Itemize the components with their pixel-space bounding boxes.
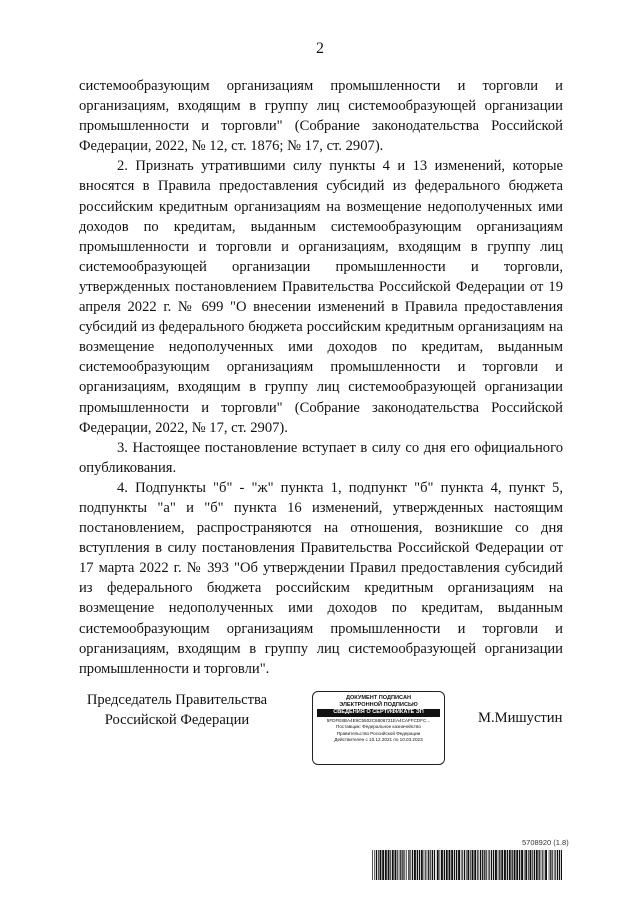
paragraph-item-2: 2. Признать утратившими силу пункты 4 и 13 изменений, которые вносятся в Правила предоставления субсидий из федерального бюджета российским кредитным организациям на возмещение недополученных ими доходов по кредитам, выданным системообразующим организациям промышленности и торговли и организациям, входящим в группу лиц системообразующей организации промышленности и торговли, утвержденных постановлением Правительства Российской Федерации от 19 апреля 2022 г. № 699 "О внесении изменений в Правила предоставления субсидий из федерального бюджета российским кредитным организациям на возмещение недополученных ими доходов по кредитам, выданным системообразующим организациям промышленности и торговли и организациям, входящим в группу лиц системообразующей организации промышленности и торговли" (Собрание законодательства Российской Федерации, 2022, № 17, ст. 2907). bbox=[79, 158, 563, 436]
paragraph-item-4: 4. Подпункты "б" - "ж" пункта 1, подпункт "б" пункта 4, пункт 5, подпункты "а" и "б" пункта 16 изменений, утвержденных настоящим постановлением, распространяются на отношения, возникшие со дня вступления в силу постановления Правительства Российской Федерации от 17 марта 2022 г. № 393 "Об утверждении Правил предоставления субсидий из федерального бюджета российским кредитным организациям на возмещение недополученных ими доходов по кредитам, выданным системообразующим организациям промышленности и торговли и организациям, входящим в группу лиц системообразующей организации промышленности и торговли". bbox=[79, 479, 563, 677]
barcode-bar bbox=[467, 850, 469, 880]
barcode-bar bbox=[380, 850, 382, 880]
page-number: 2 bbox=[316, 40, 324, 57]
barcode-bar bbox=[530, 850, 532, 880]
barcode-bar bbox=[557, 850, 558, 880]
paragraph-item-3: 3. Настоящее постановление вступает в силу со дня его официального опубликования. bbox=[79, 439, 563, 476]
barcode-bar bbox=[378, 850, 379, 880]
barcode-bar bbox=[404, 850, 405, 880]
barcode-bar bbox=[382, 850, 384, 880]
signatory-title-line1: Председатель Правительства bbox=[86, 692, 268, 708]
stamp-line1: ДОКУМЕНТ ПОДПИСАН bbox=[345, 695, 412, 701]
barcode-bar bbox=[516, 850, 518, 880]
barcode-bar bbox=[501, 850, 503, 880]
barcode-bar bbox=[545, 850, 547, 880]
barcode-bar bbox=[462, 850, 463, 880]
barcode-bar bbox=[385, 850, 387, 880]
barcode-bar bbox=[451, 850, 453, 880]
barcode-bar bbox=[397, 850, 398, 880]
barcode-bar bbox=[440, 850, 441, 880]
barcode-bar bbox=[484, 850, 485, 880]
barcode-bar bbox=[514, 850, 516, 880]
barcode-bar bbox=[376, 850, 377, 880]
barcode-bar bbox=[479, 850, 480, 880]
barcode-bar bbox=[454, 850, 455, 880]
barcode-bar bbox=[414, 850, 416, 880]
barcode-bar bbox=[554, 850, 555, 880]
barcode-bar bbox=[542, 850, 543, 880]
barcode-bar bbox=[532, 850, 533, 880]
barcode-bar bbox=[399, 850, 400, 880]
barcode-bar bbox=[388, 850, 390, 880]
signatory-title-line2: Российской Федерации bbox=[104, 712, 250, 728]
barcode-bar bbox=[427, 850, 428, 880]
barcode-bar bbox=[512, 850, 513, 880]
barcode-bar bbox=[424, 850, 425, 880]
barcode-bar bbox=[395, 850, 397, 880]
barcode-bar bbox=[552, 850, 553, 880]
barcode-bar bbox=[509, 850, 511, 880]
barcode-bar bbox=[493, 850, 494, 880]
stamp-validity: Действителен с 10.12.2021 по 10.03.2023 bbox=[334, 736, 423, 742]
stamp-owner: Правительство Российской Федерации bbox=[336, 730, 421, 736]
barcode-bar bbox=[464, 850, 465, 880]
barcode-bar bbox=[472, 850, 474, 880]
barcode-bar bbox=[419, 850, 420, 880]
document-code: 5708920 (1.8) bbox=[522, 838, 569, 847]
barcode-bar bbox=[421, 850, 423, 880]
barcode-bar bbox=[412, 850, 413, 880]
barcode-bar bbox=[539, 850, 540, 880]
signatory-title bbox=[79, 690, 275, 730]
barcode-bar bbox=[549, 850, 550, 880]
signatory-name: М.Мишустин bbox=[478, 710, 563, 726]
barcode-bar bbox=[559, 850, 560, 880]
barcode-bar bbox=[507, 850, 508, 880]
barcode-bar bbox=[534, 850, 535, 880]
barcode-bar bbox=[402, 850, 403, 880]
barcode-bar bbox=[525, 850, 527, 880]
barcode-bar bbox=[498, 850, 499, 880]
stamp-banner: СВЕДЕНИЯ О СЕРТИФИКАТЕ ЭП bbox=[317, 709, 440, 717]
barcode-bar bbox=[374, 850, 375, 880]
barcode-bar bbox=[434, 850, 435, 880]
barcode-bar bbox=[425, 850, 426, 880]
barcode-bar bbox=[408, 850, 409, 880]
barcode-bar bbox=[499, 850, 500, 880]
document-body bbox=[79, 76, 563, 679]
barcode-bar bbox=[561, 850, 562, 880]
barcode-bar bbox=[470, 850, 471, 880]
barcode-bar bbox=[477, 850, 478, 880]
barcode-bar bbox=[392, 850, 394, 880]
electronic-signature-stamp bbox=[312, 691, 445, 765]
barcode-bar bbox=[474, 850, 476, 880]
barcode-bar bbox=[461, 850, 462, 880]
barcode-bar bbox=[432, 850, 433, 880]
barcode-bar bbox=[544, 850, 545, 880]
barcode bbox=[372, 850, 562, 880]
barcode-bar bbox=[550, 850, 551, 880]
barcode-bar bbox=[504, 850, 506, 880]
barcode-bar bbox=[521, 850, 523, 880]
barcode-bar bbox=[491, 850, 492, 880]
barcode-bar bbox=[541, 850, 542, 880]
barcode-bar bbox=[444, 850, 445, 880]
barcode-bar bbox=[458, 850, 460, 880]
barcode-bar bbox=[536, 850, 538, 880]
barcode-bar bbox=[486, 850, 487, 880]
barcode-bar bbox=[519, 850, 520, 880]
barcode-bar bbox=[449, 850, 451, 880]
barcode-bar bbox=[480, 850, 481, 880]
barcode-bar bbox=[400, 850, 401, 880]
barcode-bar bbox=[528, 850, 529, 880]
barcode-bar bbox=[488, 850, 489, 880]
barcode-bar bbox=[555, 850, 556, 880]
stamp-serial: 5FDFE8BA4E9C5502C6806721EA4CAFFCDFC... bbox=[326, 717, 431, 723]
barcode-bar bbox=[489, 850, 490, 880]
stamp-supplier: Поставщик: Федеральное казначейство bbox=[336, 724, 421, 730]
barcode-bar bbox=[390, 850, 391, 880]
barcode-bar bbox=[406, 850, 407, 880]
barcode-bar bbox=[441, 850, 443, 880]
barcode-bar bbox=[430, 850, 431, 880]
barcode-bar bbox=[524, 850, 525, 880]
barcode-bar bbox=[417, 850, 418, 880]
barcode-bar bbox=[495, 850, 497, 880]
barcode-bar bbox=[372, 850, 373, 880]
barcode-bar bbox=[456, 850, 457, 880]
barcode-bar bbox=[410, 850, 411, 880]
barcode-bar bbox=[428, 850, 429, 880]
barcode-bar bbox=[482, 850, 483, 880]
barcode-bar bbox=[446, 850, 448, 880]
stamp-line2: ЭЛЕКТРОННОЙ ПОДПИСЬЮ bbox=[339, 701, 418, 708]
barcode-bar bbox=[437, 850, 439, 880]
barcode-bar bbox=[466, 850, 467, 880]
paragraph-continuation: системообразующим организациям промышленности и торговли и организациям, входящим в группу лиц системообразующей организации промышленности и торговли" (Собрание законодательства Российской Федерации, 2022, № 12, ст. 1876; № 17, ст. 2907). bbox=[79, 78, 563, 155]
